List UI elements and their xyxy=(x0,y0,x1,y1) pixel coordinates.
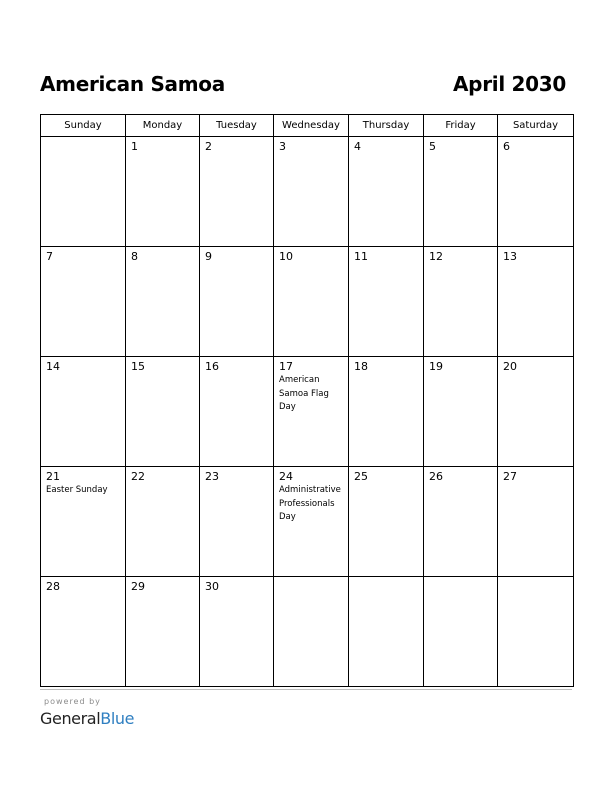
day-cell xyxy=(349,247,424,357)
day-cell xyxy=(349,137,424,247)
day-cell xyxy=(41,137,126,247)
holiday-label: Administrative Professionals Day xyxy=(279,485,341,522)
day-cell xyxy=(126,247,200,357)
day-cell xyxy=(41,247,126,357)
day-cell xyxy=(200,467,274,577)
day-number: 20 xyxy=(503,360,517,373)
day-cell xyxy=(126,357,200,467)
day-cell xyxy=(498,577,574,687)
holiday-label: American Samoa Flag Day xyxy=(279,375,329,412)
day-number: 4 xyxy=(354,140,361,153)
day-cell xyxy=(126,577,200,687)
day-number: 24 xyxy=(279,470,293,483)
calendar-header xyxy=(40,68,572,100)
day-cell xyxy=(200,137,274,247)
page-title: American Samoa xyxy=(40,72,225,96)
day-cell xyxy=(274,357,349,467)
day-cell xyxy=(126,137,200,247)
day-number: 28 xyxy=(46,580,60,593)
day-cell xyxy=(200,357,274,467)
day-cell xyxy=(424,467,498,577)
day-number: 22 xyxy=(131,470,145,483)
generalblue-logo[interactable] xyxy=(40,709,134,728)
day-cell xyxy=(424,137,498,247)
week-row xyxy=(41,577,574,687)
day-number: 13 xyxy=(503,250,517,263)
day-cell xyxy=(424,357,498,467)
day-number: 9 xyxy=(205,250,212,263)
weekday-tuesday: Tuesday xyxy=(200,115,274,137)
day-number: 29 xyxy=(131,580,145,593)
weekday-friday: Friday xyxy=(424,115,498,137)
day-number: 23 xyxy=(205,470,219,483)
day-number: 2 xyxy=(205,140,212,153)
day-cell xyxy=(41,577,126,687)
week-row xyxy=(41,137,574,247)
day-number: 14 xyxy=(46,360,60,373)
day-number: 3 xyxy=(279,140,286,153)
day-number: 26 xyxy=(429,470,443,483)
day-cell xyxy=(200,247,274,357)
brand-blue-text: Blue xyxy=(100,709,135,728)
day-cell xyxy=(349,467,424,577)
week-row xyxy=(41,357,574,467)
day-number: 5 xyxy=(429,140,436,153)
day-cell xyxy=(498,357,574,467)
day-cell xyxy=(424,247,498,357)
day-cell xyxy=(424,577,498,687)
day-number: 15 xyxy=(131,360,145,373)
day-number: 1 xyxy=(131,140,138,153)
day-cell xyxy=(349,577,424,687)
day-number: 16 xyxy=(205,360,219,373)
day-number: 30 xyxy=(205,580,219,593)
day-number: 12 xyxy=(429,250,443,263)
day-number: 19 xyxy=(429,360,443,373)
day-cell xyxy=(274,137,349,247)
weekday-thursday: Thursday xyxy=(349,115,424,137)
day-cell xyxy=(126,467,200,577)
day-number: 10 xyxy=(279,250,293,263)
day-cell xyxy=(498,467,574,577)
day-cell xyxy=(274,247,349,357)
weekday-header-row xyxy=(41,115,574,137)
calendar-grid xyxy=(40,114,574,687)
day-cell xyxy=(349,357,424,467)
brand-general-text: General xyxy=(40,709,101,728)
day-cell xyxy=(200,577,274,687)
month-year-title: April 2030 xyxy=(453,72,566,96)
day-number: 27 xyxy=(503,470,517,483)
weekday-sunday: Sunday xyxy=(41,115,126,137)
day-cell xyxy=(498,247,574,357)
weekday-monday: Monday xyxy=(126,115,200,137)
weekday-wednesday: Wednesday xyxy=(274,115,349,137)
day-number: 25 xyxy=(354,470,368,483)
holiday-label: Easter Sunday xyxy=(46,485,108,495)
day-cell xyxy=(274,577,349,687)
footer xyxy=(40,689,572,728)
day-number: 11 xyxy=(354,250,368,263)
day-number: 7 xyxy=(46,250,53,263)
day-number: 18 xyxy=(354,360,368,373)
day-number: 8 xyxy=(131,250,138,263)
day-number: 17 xyxy=(279,360,293,373)
day-cell xyxy=(274,467,349,577)
weekday-saturday: Saturday xyxy=(498,115,574,137)
day-cell xyxy=(41,467,126,577)
day-cell xyxy=(498,137,574,247)
day-number: 6 xyxy=(503,140,510,153)
day-number: 21 xyxy=(46,470,60,483)
powered-by-text: powered by xyxy=(44,697,101,706)
week-row xyxy=(41,247,574,357)
week-row xyxy=(41,467,574,577)
day-cell xyxy=(41,357,126,467)
